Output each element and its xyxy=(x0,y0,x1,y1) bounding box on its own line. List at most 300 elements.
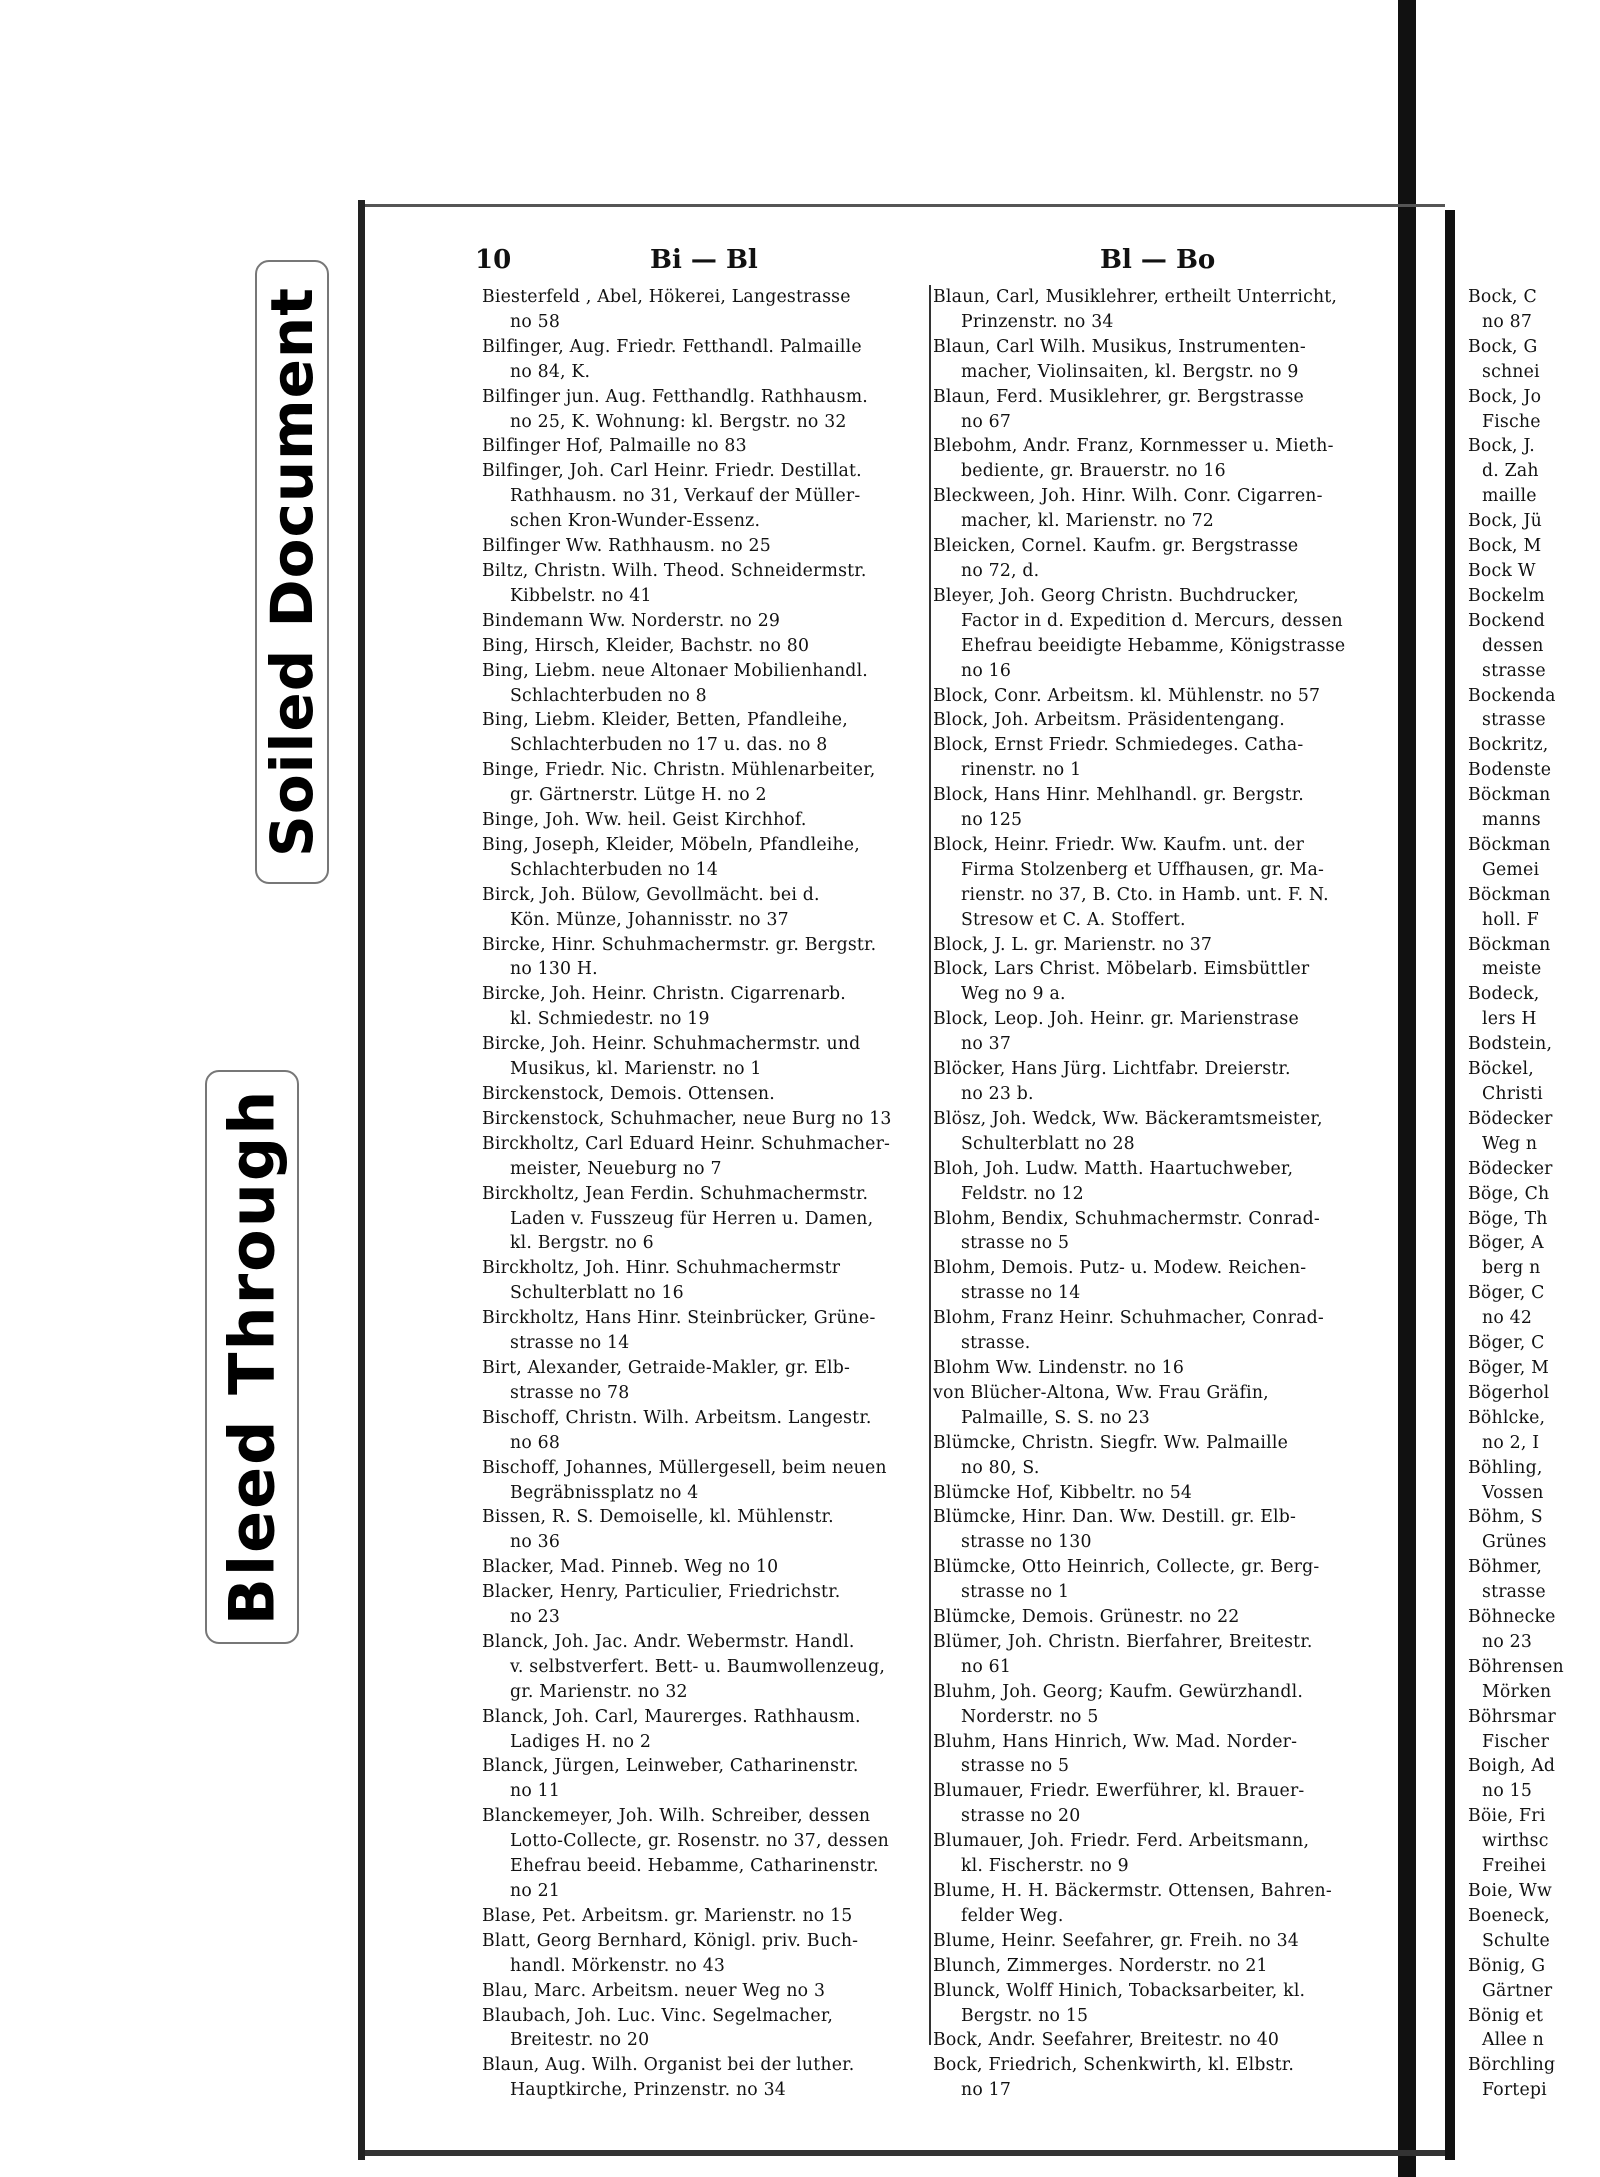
entry-line: Blaubach, Joh. Luc. Vinc. Segelmacher, xyxy=(482,2005,834,2026)
bleed-through-text: Bleed Through xyxy=(215,1088,289,1626)
directory-entry xyxy=(1468,758,1600,783)
entry-continuation-line: Rathhausm. no 31, Verkauf der Müller- xyxy=(510,486,861,507)
entry-line: Bilfinger jun. Aug. Fetthandlg. Rathhausm. xyxy=(482,386,868,407)
directory-entry xyxy=(933,1879,1393,1929)
directory-column-middle xyxy=(933,285,1393,2103)
entry-continuation-line: Firma Stolzenberg et Uffhausen, gr. Ma- xyxy=(961,859,1325,880)
directory-entry xyxy=(1468,933,1600,983)
entry-continuation-line: Fischer xyxy=(1482,1731,1550,1752)
directory-entry xyxy=(482,385,927,435)
entry-continuation-line: Schulterblatt no 16 xyxy=(510,1283,684,1304)
entry-continuation-line: meister, Neueburg no 7 xyxy=(510,1158,722,1179)
entry-line: Blanck, Jürgen, Leinweber, Catharinenstr. xyxy=(482,1756,859,1777)
entry-line: Böhmer, xyxy=(1468,1557,1543,1578)
directory-entry xyxy=(1468,1231,1600,1281)
entry-line: Bock, Andr. Seefahrer, Breitestr. no 40 xyxy=(933,2030,1280,2051)
entry-line: Blanck, Joh. Jac. Andr. Webermstr. Handl. xyxy=(482,1631,855,1652)
entry-line: Böckel, xyxy=(1468,1059,1534,1080)
entry-continuation-line: lers H xyxy=(1482,1009,1537,1030)
directory-entry xyxy=(482,434,927,459)
entry-line: Bleckween, Joh. Hinr. Wilh. Conr. Cigarren- xyxy=(933,486,1323,507)
entry-continuation-line: strasse no 78 xyxy=(510,1382,630,1403)
entry-line: Böckman xyxy=(1468,884,1551,905)
entry-continuation-line: Schlachterbuden no 17 u. das. no 8 xyxy=(510,735,828,756)
entry-line: Blase, Pet. Arbeitsm. gr. Marienstr. no 15 xyxy=(482,1905,853,1926)
entry-line: Bircke, Hinr. Schuhmachermstr. gr. Bergstr. xyxy=(482,934,877,955)
directory-entry xyxy=(482,1929,927,1979)
entry-line: Blunch, Zimmerges. Norderstr. no 21 xyxy=(933,1955,1268,1976)
entry-continuation-line: rinenstr. no 1 xyxy=(961,760,1082,781)
entry-continuation-line: Weg n xyxy=(1482,1133,1538,1154)
directory-entry xyxy=(1468,1157,1600,1182)
entry-continuation-line: schen Kron-Wunder-Essenz. xyxy=(510,511,761,532)
directory-entry xyxy=(933,1481,1393,1506)
entry-continuation-line: macher, Violinsaiten, kl. Bergstr. no 9 xyxy=(961,361,1299,382)
directory-entry xyxy=(933,1954,1393,1979)
directory-entry xyxy=(482,833,927,883)
bleed-through-label xyxy=(205,1070,299,1644)
directory-entry xyxy=(1468,1032,1600,1057)
directory-entry xyxy=(933,285,1393,335)
entry-line: Boigh, Ad xyxy=(1468,1756,1556,1777)
entry-continuation-line: Kibbelstr. no 41 xyxy=(510,585,652,606)
entry-continuation-line: no 37 xyxy=(961,1034,1012,1055)
entry-line: Bock, G xyxy=(1468,336,1538,357)
directory-entry xyxy=(933,1829,1393,1879)
directory-entry xyxy=(482,634,927,659)
entry-line: Birckholtz, Carl Eduard Heinr. Schuhmacher- xyxy=(482,1133,891,1154)
directory-entry xyxy=(933,708,1393,733)
entry-line: Bock, Friedrich, Schenkwirth, kl. Elbstr. xyxy=(933,2055,1295,2076)
entry-line: Blümer, Joh. Christn. Bierfahrer, Breitestr. xyxy=(933,1631,1313,1652)
entry-continuation-line: Gemei xyxy=(1482,859,1540,880)
directory-entry xyxy=(482,335,927,385)
entry-line: Blume, H. H. Bäckermstr. Ottensen, Bahren- xyxy=(933,1881,1332,1901)
directory-entry xyxy=(933,733,1393,783)
entry-continuation-line: strasse no 20 xyxy=(961,1806,1081,1827)
entry-line: Blebohm, Andr. Franz, Kornmesser u. Mieth- xyxy=(933,436,1334,457)
directory-entry xyxy=(933,335,1393,385)
entry-line: Bing, Liebm. Kleider, Betten, Pfandleihe, xyxy=(482,710,848,731)
entry-line: Bleyer, Joh. Georg Christn. Buchdrucker, xyxy=(933,585,1299,606)
entry-line: Bilfinger, Joh. Carl Heinr. Friedr. Destillat. xyxy=(482,461,862,482)
directory-entry xyxy=(933,1779,1393,1829)
entry-continuation-line: Lotto-Collecte, gr. Rosenstr. no 37, dessen xyxy=(510,1831,889,1852)
entry-continuation-line: strasse xyxy=(1482,1582,1546,1603)
entry-continuation-line: Freihei xyxy=(1482,1856,1547,1877)
directory-entry xyxy=(1468,833,1600,883)
entry-line: Blaun, Carl Wilh. Musikus, Instrumenten- xyxy=(933,336,1306,357)
directory-entry xyxy=(1468,534,1600,559)
directory-entry xyxy=(1468,1381,1600,1406)
directory-entry xyxy=(1468,1904,1600,1954)
entry-line: Bock, M xyxy=(1468,536,1542,557)
entry-continuation-line: Schulterblatt no 28 xyxy=(961,1133,1135,1154)
entry-line: Bockelm xyxy=(1468,585,1545,606)
directory-entry xyxy=(933,1356,1393,1381)
directory-entry xyxy=(933,1157,1393,1207)
directory-entry xyxy=(933,434,1393,484)
entry-continuation-line: no 23 xyxy=(510,1607,561,1628)
directory-entry xyxy=(933,783,1393,833)
directory-entry xyxy=(933,933,1393,958)
entry-continuation-line: Begräbnissplatz no 4 xyxy=(510,1482,699,1503)
directory-entry xyxy=(482,659,927,709)
entry-continuation-line: Fische xyxy=(1482,411,1541,432)
entry-line: Böhrsmar xyxy=(1468,1706,1556,1727)
entry-line: Bloh, Joh. Ludw. Matth. Haartuchweber, xyxy=(933,1158,1294,1179)
entry-line: Bircke, Joh. Heinr. Christn. Cigarrenarb. xyxy=(482,984,846,1005)
page-top-edge xyxy=(365,204,1445,207)
entry-line: Biesterfeld , Abel, Hökerei, Langestrasse xyxy=(482,287,851,307)
directory-entry xyxy=(482,2004,927,2054)
entry-line: Block, Hans Hinr. Mehlhandl. gr. Bergstr. xyxy=(933,785,1304,806)
entry-continuation-line: Christi xyxy=(1482,1084,1543,1104)
entry-line: Blaun, Ferd. Musiklehrer, gr. Bergstrasse xyxy=(933,386,1304,407)
directory-entry xyxy=(482,808,927,833)
entry-line: Bodstein, xyxy=(1468,1034,1553,1055)
entry-line: Bluhm, Joh. Georg; Kaufm. Gewürzhandl. xyxy=(933,1681,1304,1702)
directory-entry xyxy=(482,1306,927,1356)
entry-line: Bissen, R. S. Demoiselle, kl. Mühlenstr. xyxy=(482,1507,834,1528)
directory-entry xyxy=(482,1580,927,1630)
entry-line: Birckholtz, Joh. Hinr. Schuhmachermstr xyxy=(482,1258,841,1279)
directory-entry xyxy=(933,1680,1393,1730)
directory-column-left xyxy=(482,285,927,2103)
entry-line: Biltz, Christn. Wilh. Theod. Schneidermstr. xyxy=(482,560,867,581)
directory-entry xyxy=(1468,1182,1600,1207)
entry-continuation-line: strasse no 5 xyxy=(961,1756,1070,1777)
entry-line: Blunck, Wolff Hinich, Tobacksarbeiter, kl. xyxy=(933,1980,1306,2001)
entry-line: Blau, Marc. Arbeitsm. neuer Weg no 3 xyxy=(482,1980,826,2001)
entry-line: Bodeck, xyxy=(1468,984,1540,1005)
entry-continuation-line: no 2, I xyxy=(1482,1432,1540,1453)
entry-continuation-line: handl. Mörkenstr. no 43 xyxy=(510,1955,726,1976)
entry-continuation-line: no 23 b. xyxy=(961,1084,1034,1104)
entry-line: Blohm Ww. Lindenstr. no 16 xyxy=(933,1357,1185,1378)
directory-entry xyxy=(933,833,1393,933)
entry-line: Blumauer, Joh. Friedr. Ferd. Arbeitsmann, xyxy=(933,1831,1310,1852)
entry-line: Bockritz, xyxy=(1468,735,1549,756)
entry-continuation-line: no 42 xyxy=(1482,1308,1533,1329)
entry-continuation-line: Feldstr. no 12 xyxy=(961,1183,1084,1204)
entry-continuation-line: Hauptkirche, Prinzenstr. no 34 xyxy=(510,2080,786,2101)
entry-line: Birt, Alexander, Getraide-Makler, gr. Elb- xyxy=(482,1357,851,1378)
entry-continuation-line: bediente, gr. Brauerstr. no 16 xyxy=(961,461,1226,482)
entry-line: Böhnecke xyxy=(1468,1607,1556,1628)
directory-entry xyxy=(482,1456,927,1506)
entry-continuation-line: no 67 xyxy=(961,411,1012,432)
entry-continuation-line: v. selbstverfert. Bett- u. Baumwollenzeug, xyxy=(510,1656,886,1677)
entry-line: Blümcke, Demois. Grünestr. no 22 xyxy=(933,1607,1240,1628)
entry-line: Bischoff, Christn. Wilh. Arbeitsm. Langestr. xyxy=(482,1407,872,1428)
entry-line: Blumauer, Friedr. Ewerführer, kl. Brauer- xyxy=(933,1781,1305,1802)
entry-continuation-line: Allee n xyxy=(1482,2030,1545,2051)
entry-continuation-line: macher, kl. Marienstr. no 72 xyxy=(961,511,1214,532)
directory-entry xyxy=(482,534,927,559)
entry-continuation-line: Laden v. Fusszeug für Herren u. Damen, xyxy=(510,1208,874,1229)
entry-line: Bilfinger Ww. Rathhausm. no 25 xyxy=(482,536,771,557)
entry-line: Böger, A xyxy=(1468,1233,1544,1254)
entry-continuation-line: no 23 xyxy=(1482,1631,1533,1652)
entry-line: Bircke, Joh. Heinr. Schuhmachermstr. und xyxy=(482,1034,861,1055)
directory-entry xyxy=(933,1381,1393,1431)
entry-continuation-line: no 21 xyxy=(510,1881,561,1901)
entry-line: Böger, M xyxy=(1468,1357,1550,1378)
right-column-header: Bl — Bo xyxy=(1100,245,1216,275)
entry-line: Bockend xyxy=(1468,610,1546,631)
entry-line: Block, Ernst Friedr. Schmiedeges. Catha- xyxy=(933,735,1304,756)
entry-line: Bödecker xyxy=(1468,1158,1553,1179)
entry-continuation-line: Bergstr. no 15 xyxy=(961,2005,1089,2026)
entry-continuation-line: Schulte xyxy=(1482,1930,1550,1951)
entry-continuation-line: no 87 xyxy=(1482,311,1533,332)
directory-entry xyxy=(933,1555,1393,1605)
directory-entry xyxy=(482,1904,927,1929)
directory-entry xyxy=(482,982,927,1032)
directory-entry xyxy=(1468,733,1600,758)
entry-continuation-line: Prinzenstr. no 34 xyxy=(961,311,1114,332)
directory-entry xyxy=(1468,1505,1600,1555)
page-gutter-edge xyxy=(1445,210,1455,2160)
directory-entry xyxy=(1468,1705,1600,1755)
entry-line: Blanckemeyer, Joh. Wilh. Schreiber, dessen xyxy=(482,1806,871,1827)
entry-continuation-line: gr. Marienstr. no 32 xyxy=(510,1681,688,1702)
entry-continuation-line: no 125 xyxy=(961,810,1023,831)
directory-entry xyxy=(933,957,1393,1007)
directory-entry xyxy=(482,1705,927,1755)
directory-entry xyxy=(482,285,927,335)
entry-line: Bock, Jo xyxy=(1468,386,1542,407)
entry-line: Böckman xyxy=(1468,834,1551,855)
directory-entry xyxy=(482,1979,927,2004)
entry-line: Blohm, Demois. Putz- u. Modew. Reichen- xyxy=(933,1258,1307,1279)
entry-continuation-line: no 61 xyxy=(961,1656,1012,1677)
directory-entry xyxy=(1468,1954,1600,2004)
directory-entry xyxy=(933,1605,1393,1630)
entry-line: Böhrensen xyxy=(1468,1656,1564,1677)
entry-continuation-line: holl. F xyxy=(1482,909,1539,930)
entry-continuation-line: kl. Fischerstr. no 9 xyxy=(961,1856,1129,1877)
directory-entry xyxy=(1468,1605,1600,1655)
entry-continuation-line: no 58 xyxy=(510,311,561,332)
directory-entry xyxy=(933,1979,1393,2029)
entry-line: Bockenda xyxy=(1468,685,1556,706)
directory-entry xyxy=(933,584,1393,684)
entry-line: Boie, Ww xyxy=(1468,1881,1552,1901)
entry-continuation-line: strasse no 14 xyxy=(961,1283,1081,1304)
entry-line: Birckholtz, Hans Hinr. Steinbrücker, Grüne- xyxy=(482,1308,876,1329)
entry-line: Blösz, Joh. Wedck, Ww. Bäckeramtsmeister, xyxy=(933,1108,1323,1129)
entry-continuation-line: Mörken xyxy=(1482,1681,1552,1702)
directory-entry xyxy=(933,1505,1393,1555)
entry-continuation-line: no 17 xyxy=(961,2080,1012,2101)
directory-entry xyxy=(1468,883,1600,933)
entry-line: Bing, Liebm. neue Altonaer Mobilienhandl. xyxy=(482,660,868,681)
entry-continuation-line: manns xyxy=(1482,810,1541,831)
entry-continuation-line: no 84, K. xyxy=(510,361,591,382)
entry-line: Blümcke, Christn. Siegfr. Ww. Palmaille xyxy=(933,1432,1289,1453)
directory-entry xyxy=(482,1107,927,1132)
entry-continuation-line: Ladiges H. no 2 xyxy=(510,1731,652,1752)
entry-continuation-line: felder Weg. xyxy=(961,1905,1064,1926)
entry-line: Blaun, Aug. Wilh. Organist bei der luther. xyxy=(482,2055,855,2076)
directory-entry xyxy=(1468,783,1600,833)
directory-entry xyxy=(1468,1107,1600,1157)
directory-entry xyxy=(482,459,927,534)
entry-line: Block, Leop. Joh. Heinr. gr. Marienstrase xyxy=(933,1009,1299,1030)
directory-entry xyxy=(933,1256,1393,1306)
entry-line: Bing, Hirsch, Kleider, Bachstr. no 80 xyxy=(482,635,810,656)
entry-line: Block, J. L. gr. Marienstr. no 37 xyxy=(933,934,1213,955)
directory-entry xyxy=(482,1356,927,1406)
entry-line: Böckman xyxy=(1468,934,1551,955)
entry-continuation-line: kl. Bergstr. no 6 xyxy=(510,1233,654,1254)
entry-line: Böckman xyxy=(1468,785,1551,806)
directory-entry xyxy=(1468,2004,1600,2054)
entry-line: Börchling xyxy=(1468,2055,1556,2076)
entry-continuation-line: no 11 xyxy=(510,1781,561,1802)
directory-entry xyxy=(482,933,927,983)
left-column-header: Bi — Bl xyxy=(650,245,758,275)
entry-line: Böge, Ch xyxy=(1468,1183,1550,1204)
entry-continuation-line: d. Zah xyxy=(1482,461,1539,482)
directory-entry xyxy=(482,1082,927,1107)
directory-column-right-partial xyxy=(1468,285,1600,2103)
entry-continuation-line: Ehefrau beeidigte Hebamme, Königstrasse xyxy=(961,635,1346,656)
entry-line: Bing, Joseph, Kleider, Möbeln, Pfandleihe, xyxy=(482,834,860,855)
soiled-document-text: Soiled Document xyxy=(258,287,326,857)
directory-entry xyxy=(482,708,927,758)
entry-continuation-line: dessen xyxy=(1482,635,1544,656)
entry-line: Birckenstock, Demois. Ottensen. xyxy=(482,1084,775,1104)
directory-entry xyxy=(1468,1406,1600,1456)
entry-line: Bönig, G xyxy=(1468,1955,1546,1976)
directory-entry xyxy=(1468,335,1600,385)
entry-continuation-line: strasse no 1 xyxy=(961,1582,1070,1603)
entry-line: Böhm, S xyxy=(1468,1507,1543,1528)
directory-entry xyxy=(482,1804,927,1904)
directory-entry xyxy=(1468,434,1600,509)
entry-continuation-line: Fortepi xyxy=(1482,2080,1547,2101)
directory-entry xyxy=(933,1929,1393,1954)
entry-continuation-line: gr. Gärtnerstr. Lütge H. no 2 xyxy=(510,785,767,806)
entry-continuation-line: Norderstr. no 5 xyxy=(961,1706,1099,1727)
directory-entry xyxy=(482,1032,927,1082)
directory-entry xyxy=(933,1007,1393,1057)
entry-line: Böie, Fri xyxy=(1468,1806,1546,1827)
entry-line: Block, Joh. Arbeitsm. Präsidentengang. xyxy=(933,710,1285,731)
entry-continuation-line: Vossen xyxy=(1482,1482,1544,1503)
entry-continuation-line: no 72, d. xyxy=(961,560,1040,581)
directory-entry xyxy=(933,385,1393,435)
directory-entry xyxy=(482,1256,927,1306)
entry-continuation-line: strasse. xyxy=(961,1333,1031,1354)
directory-entry xyxy=(933,1306,1393,1356)
entry-line: Blöcker, Hans Jürg. Lichtfabr. Dreierstr. xyxy=(933,1059,1291,1080)
directory-entry xyxy=(482,1555,927,1580)
entry-line: Bögerhol xyxy=(1468,1382,1550,1403)
entry-line: Blaun, Carl, Musiklehrer, ertheilt Unterricht, xyxy=(933,287,1338,307)
directory-entry xyxy=(482,1754,927,1804)
directory-entry xyxy=(933,1107,1393,1157)
directory-entry xyxy=(933,684,1393,709)
entry-continuation-line: strasse no 130 xyxy=(961,1532,1092,1553)
entry-line: Bock W xyxy=(1468,560,1536,581)
entry-line: Blümcke Hof, Kibbeltr. no 54 xyxy=(933,1482,1193,1503)
entry-line: Bock, J. xyxy=(1468,436,1535,457)
page-left-edge xyxy=(358,200,365,2160)
entry-line: Birckholtz, Jean Ferdin. Schuhmachermstr. xyxy=(482,1183,869,1204)
directory-entry xyxy=(482,1630,927,1705)
directory-entry xyxy=(1468,285,1600,335)
entry-line: Block, Conr. Arbeitsm. kl. Mühlenstr. no 57 xyxy=(933,685,1321,706)
directory-entry xyxy=(1468,1331,1600,1356)
scan-edge-bar xyxy=(1398,0,1416,2177)
entry-line: Bock, Jü xyxy=(1468,511,1542,532)
entry-continuation-line: Ehefrau beeid. Hebamme, Catharinenstr. xyxy=(510,1856,879,1877)
entry-line: Böhlcke, xyxy=(1468,1407,1546,1428)
directory-entry xyxy=(1468,385,1600,435)
entry-continuation-line: no 15 xyxy=(1482,1781,1533,1802)
directory-entry xyxy=(1468,559,1600,584)
entry-line: Bilfinger, Aug. Friedr. Fetthandl. Palmaille xyxy=(482,336,862,357)
directory-entry xyxy=(1468,1207,1600,1232)
entry-continuation-line: Schlachterbuden no 8 xyxy=(510,685,707,706)
entry-line: Bilfinger Hof, Palmaille no 83 xyxy=(482,436,747,457)
entry-continuation-line: Gärtner xyxy=(1482,1980,1553,2001)
entry-line: Blohm, Franz Heinr. Schuhmacher, Conrad- xyxy=(933,1308,1324,1329)
directory-entry xyxy=(1468,982,1600,1032)
directory-entry xyxy=(933,1730,1393,1780)
entry-line: Binge, Joh. Ww. heil. Geist Kirchhof. xyxy=(482,810,807,831)
entry-line: Block, Lars Christ. Möbelarb. Eimsbüttler xyxy=(933,959,1310,980)
directory-entry xyxy=(933,1207,1393,1257)
entry-continuation-line: Stresow et C. A. Stoffert. xyxy=(961,909,1186,930)
entry-continuation-line: Factor in d. Expedition d. Mercurs, dessen xyxy=(961,610,1343,631)
entry-line: Blanck, Joh. Carl, Maurerges. Rathhausm. xyxy=(482,1706,861,1727)
entry-line: Birck, Joh. Bülow, Gevollmächt. bei d. xyxy=(482,884,820,905)
entry-continuation-line: no 68 xyxy=(510,1432,561,1453)
entry-line: Bischoff, Johannes, Müllergesell, beim neuen xyxy=(482,1457,887,1478)
entry-continuation-line: Schlachterbuden no 14 xyxy=(510,859,719,880)
directory-entry xyxy=(1468,509,1600,534)
entry-line: Bindemann Ww. Norderstr. no 29 xyxy=(482,610,781,631)
directory-entry xyxy=(1468,2053,1600,2103)
directory-entry xyxy=(1468,609,1600,684)
entry-line: Bodenste xyxy=(1468,760,1552,781)
entry-line: Boeneck, xyxy=(1468,1905,1550,1926)
directory-entry xyxy=(933,1630,1393,1680)
entry-line: Bluhm, Hans Hinrich, Ww. Mad. Norder- xyxy=(933,1731,1298,1752)
entry-line: Bönig et xyxy=(1468,2005,1544,2026)
entry-continuation-line: strasse no 5 xyxy=(961,1233,1070,1254)
directory-entry xyxy=(482,1132,927,1182)
directory-entry xyxy=(1468,1281,1600,1331)
directory-entry xyxy=(482,2053,927,2103)
entry-line: Böger, C xyxy=(1468,1283,1545,1304)
directory-entry xyxy=(1468,1356,1600,1381)
entry-line: Blohm, Bendix, Schuhmachermstr. Conrad- xyxy=(933,1208,1320,1229)
entry-line: Blümcke, Hinr. Dan. Ww. Destill. gr. Elb- xyxy=(933,1507,1297,1528)
entry-continuation-line: kl. Schmiedestr. no 19 xyxy=(510,1009,710,1030)
directory-entry xyxy=(1468,684,1600,734)
directory-entry xyxy=(1468,1655,1600,1705)
entry-line: Böge, Th xyxy=(1468,1208,1548,1229)
directory-entry xyxy=(933,1057,1393,1107)
directory-entry xyxy=(482,883,927,933)
entry-continuation-line: no 16 xyxy=(961,660,1012,681)
